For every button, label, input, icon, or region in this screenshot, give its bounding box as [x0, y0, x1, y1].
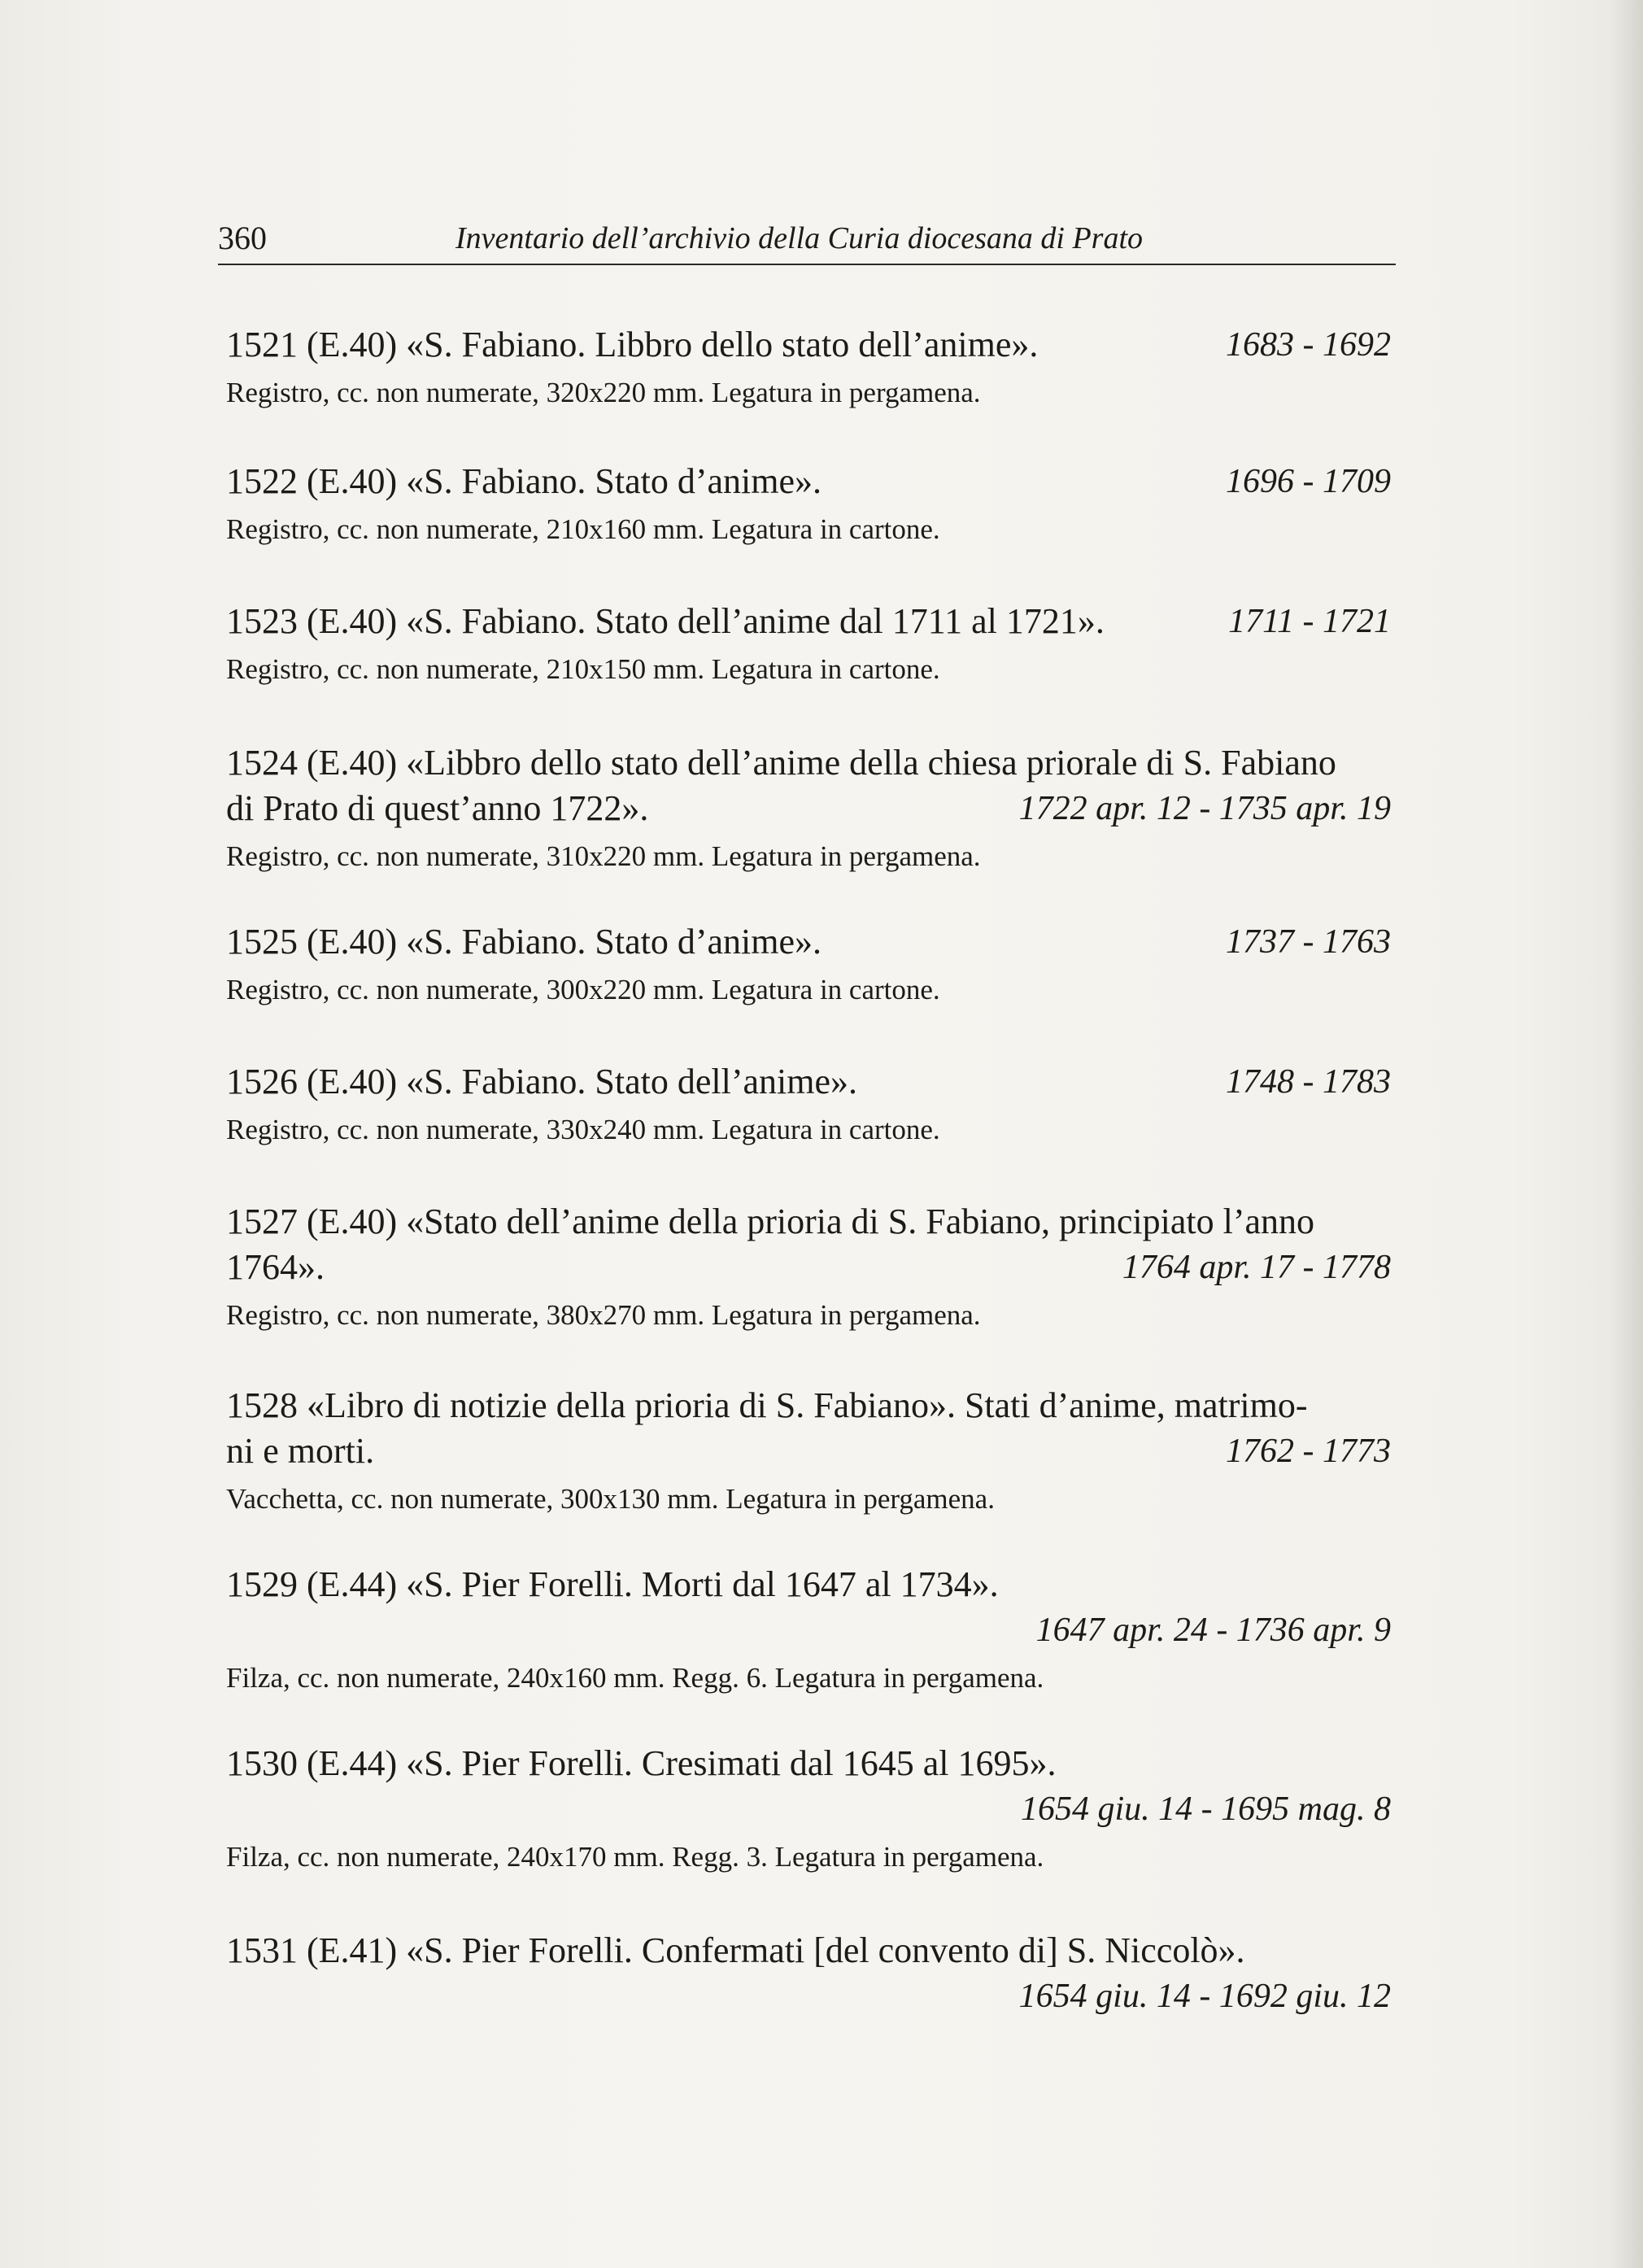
inventory-entry: [226, 919, 1391, 1009]
entry-line: [226, 1383, 1391, 1428]
entry-line: [226, 322, 1391, 368]
entry-line: [226, 599, 1391, 644]
entry-title: 1527 (E.40) «Stato dell’anime della prioria di S. Fabiano, principiato l’anno: [226, 1202, 1315, 1241]
entry-description: Registro, cc. non numerate, 310x220 mm. Legatura in pergamena.: [226, 840, 981, 872]
entry-dates: 1696 - 1709: [1226, 463, 1391, 500]
inventory-entry: [226, 1562, 1391, 1697]
entry-line: [226, 1786, 1391, 1832]
inventory-entry: [226, 1059, 1391, 1149]
page-header: [218, 218, 1396, 265]
entry-line: [226, 919, 1391, 965]
running-title: Inventario dell’archivio della Curia diocesana di Prato: [455, 221, 1144, 255]
entry-description: Filza, cc. non numerate, 240x160 mm. Regg. 6. Legatura in pergamena.: [226, 1662, 1044, 1694]
entry-dates: 1737 - 1763: [1226, 923, 1391, 961]
entry-line: [226, 1428, 1391, 1474]
inventory-entry: [226, 599, 1391, 688]
entry-title: 1526 (E.40) «S. Fabiano. Stato dell’anime».: [226, 1062, 857, 1101]
inventory-entry: [226, 459, 1391, 548]
inventory-entry: [226, 1741, 1391, 1876]
entry-dates: 1722 apr. 12 - 1735 apr. 19: [1018, 790, 1391, 827]
entry-description: Registro, cc. non numerate, 330x240 mm. Legatura in cartone.: [226, 1114, 940, 1145]
entry-line: [226, 1059, 1391, 1105]
entry-dates: 1647 apr. 24 - 1736 apr. 9: [1035, 1612, 1391, 1649]
entry-title: 1529 (E.44) «S. Pier Forelli. Morti dal 1647 al 1734».: [226, 1564, 999, 1604]
entry-line: [226, 1562, 1391, 1607]
entry-line: [226, 786, 1391, 831]
entry-title: 1522 (E.40) «S. Fabiano. Stato d’anime».: [226, 461, 822, 501]
entry-dates: 1748 - 1783: [1226, 1063, 1391, 1101]
inventory-entry: [226, 1383, 1391, 1518]
entry-description: Registro, cc. non numerate, 380x270 mm. Legatura in pergamena.: [226, 1299, 981, 1331]
entry-line: [226, 1974, 1391, 2019]
entry-line: [226, 1245, 1391, 1290]
entry-title: 1528 «Libro di notizie della prioria di S. Fabiano». Stati d’anime, matrimo-: [226, 1385, 1308, 1425]
entry-title: 1524 (E.40) «Libbro dello stato dell’anime della chiesa priorale di S. Fabiano: [226, 743, 1336, 783]
entry-description: Registro, cc. non numerate, 210x150 mm. Legatura in cartone.: [226, 653, 940, 685]
entry-title: 1764».: [226, 1247, 325, 1287]
entry-dates: 1764 apr. 17 - 1778: [1122, 1249, 1391, 1286]
entry-title: 1521 (E.40) «S. Fabiano. Libbro dello stato dell’anime».: [226, 325, 1039, 364]
entry-description: Registro, cc. non numerate, 210x160 mm. Legatura in cartone.: [226, 513, 940, 545]
page-number: 360: [218, 220, 267, 256]
entry-title: di Prato di quest’anno 1722».: [226, 788, 649, 828]
entry-line: [226, 1928, 1391, 1974]
entry-line: [226, 1741, 1391, 1786]
entry-dates: 1683 - 1692: [1226, 326, 1391, 364]
entry-dates: 1654 giu. 14 - 1695 mag. 8: [1021, 1790, 1391, 1828]
entry-line: [226, 459, 1391, 504]
entry-line: [226, 1199, 1391, 1245]
inventory-entry: [226, 740, 1391, 875]
inventory-entry: [226, 1928, 1391, 2019]
entry-dates: 1711 - 1721: [1228, 603, 1391, 640]
entry-title: 1530 (E.44) «S. Pier Forelli. Cresimati dal 1645 al 1695».: [226, 1743, 1057, 1783]
entry-description: Filza, cc. non numerate, 240x170 mm. Regg. 3. Legatura in pergamena.: [226, 1841, 1044, 1873]
entry-title: 1525 (E.40) «S. Fabiano. Stato d’anime».: [226, 922, 822, 962]
entry-title: 1531 (E.41) «S. Pier Forelli. Confermati [del convento di] S. Niccolò».: [226, 1930, 1245, 1970]
entry-line: [226, 1607, 1391, 1653]
inventory-entry: [226, 1199, 1391, 1334]
entry-description: Registro, cc. non numerate, 300x220 mm. Legatura in cartone.: [226, 974, 940, 1005]
page-edge-shadow: [1610, 0, 1643, 2268]
entry-dates: 1654 giu. 14 - 1692 giu. 12: [1018, 1978, 1391, 2015]
entry-line: [226, 740, 1391, 786]
entry-description: Vacchetta, cc. non numerate, 300x130 mm. Legatura in pergamena.: [226, 1483, 995, 1515]
entry-dates: 1762 - 1773: [1226, 1433, 1391, 1470]
entry-title: 1523 (E.40) «S. Fabiano. Stato dell’anime dal 1711 al 1721».: [226, 601, 1105, 641]
entry-title: ni e morti.: [226, 1431, 375, 1471]
entry-description: Registro, cc. non numerate, 320x220 mm. Legatura in pergamena.: [226, 377, 981, 408]
inventory-entry: [226, 322, 1391, 412]
